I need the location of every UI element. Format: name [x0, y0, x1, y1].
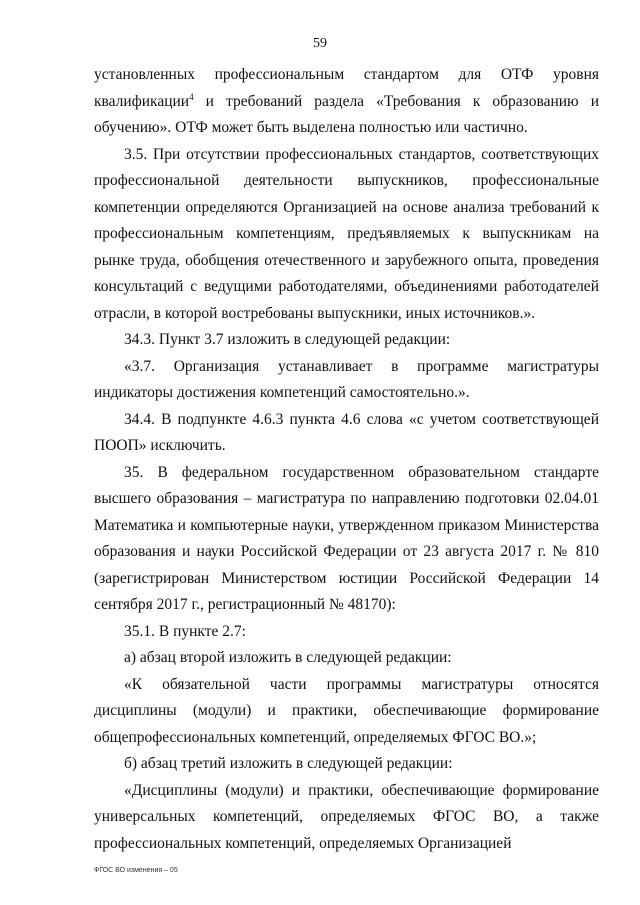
paragraph: 34.3. Пункт 3.7 изложить в следующей редакции:: [124, 331, 451, 348]
paragraph: 35.1. В пункте 2.7:: [124, 622, 246, 640]
paragraph: 34.4. В подпункте 4.6.3 пункта 4.6 слова «с учетом соответствующей ПООП» исключить.: [94, 410, 599, 454]
paragraph: 35. В федеральном государственном образовательном стандарте высшего образования – магистратура по направлению подготовки 02.04.01 Математика и компьютерные науки, утвержденном приказом Министерства образования и науки Российской Федерации от 23 августа 2017 г. № 810 (зарегистрирован Министерством юстиции Российской Федерации 14 сентября 2017 г., регистрационный № 48170):: [94, 463, 599, 613]
paragraph: установленных профессиональным стандартом для ОТФ уровня квалификации$^4$ и требований раздела «Требования к образованию и обучению». ОТФ может быть выделена полностью или частично.: [94, 66, 599, 136]
paragraph: «Дисциплины (модули) и практики, обеспечивающие формирование универсальных компетенций, определяемых ФГОС ВО, а также профессиональных компетенций, определяемых Организацией: [94, 781, 599, 852]
page-number: 59: [313, 36, 327, 51]
paragraph: «К обязательной части программы магистратуры относятся дисциплины (модули) и практики, обеспечивающие формирование общепрофессиональных компетенций, определяемых ФГОС ВО.»;: [94, 675, 599, 746]
footer-label: ФГОС ВО изменения – 05: [94, 867, 178, 874]
footnote-marker: 4: [189, 91, 194, 102]
paragraph: б) абзац третий изложить в следующей редакции:: [124, 755, 453, 772]
paragraph: 3.5. При отсутствии профессиональных стандартов, соответствующих профессиональной деятельности выпускников, профессиональные компетенции определяются Организацией на основе анализа требований к профессиональным компетенциям, предъявляемых к выпускникам на рынке труда, обобщения отечественного и зарубежного опыта, проведения консультаций с ведущими работодателями, объединениями работодателей отрасли, в которой востребованы выпускники, иных источников.».: [94, 145, 599, 322]
paragraph: «3.7. Организация устанавливает в программе магистратуры индикаторы достижения компетенций самостоятельно.».: [94, 357, 599, 401]
document-body: [94, 62, 599, 857]
paragraph: а) абзац второй изложить в следующей редакции:: [124, 649, 452, 666]
